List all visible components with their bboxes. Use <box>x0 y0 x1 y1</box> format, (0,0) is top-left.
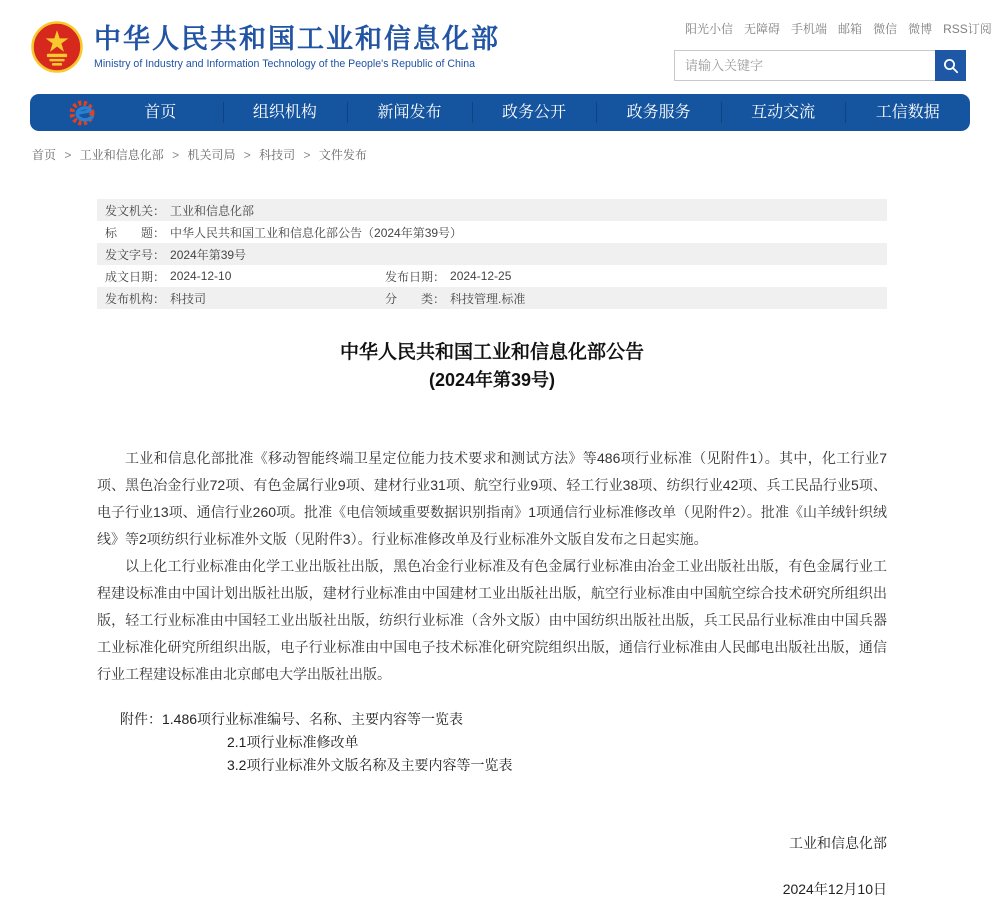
meta-value: 2024-12-25 <box>450 269 512 283</box>
document-title-line1: 中华人民共和国工业和信息化部公告 <box>339 342 644 363</box>
meta-cell <box>105 246 246 263</box>
meta-row-publisher-category <box>97 287 887 309</box>
site-subtitle: Ministry of Industry and Information Technology of the People's Republic of China <box>94 58 476 71</box>
meta-label: 标 题： <box>105 225 166 240</box>
meta-label: 发文字号： <box>105 247 166 262</box>
nav-item-data[interactable]: 工信数据 <box>845 94 970 131</box>
meta-row-title <box>97 221 887 243</box>
document-title <box>97 339 887 393</box>
attachments-list <box>97 708 887 777</box>
miit-gear-logo-icon <box>68 99 98 127</box>
quick-links <box>674 20 992 37</box>
breadcrumb-documents[interactable]: 文件发布 <box>318 148 367 162</box>
document-title-line2: (2024年第39号) <box>428 369 556 390</box>
breadcrumb-science-dept[interactable]: 科技司 <box>259 148 296 162</box>
signature-date: 2024年12月10日 <box>782 880 887 897</box>
link-wechat[interactable]: 微信 <box>873 22 898 36</box>
link-mail[interactable]: 邮箱 <box>838 22 863 36</box>
attachment-1-link[interactable]: 1.486项行业标准编号、名称、主要内容等一览表 <box>162 710 464 727</box>
meta-cell <box>105 202 254 219</box>
meta-cell-category <box>385 290 525 307</box>
meta-cell <box>105 224 462 241</box>
search-button[interactable] <box>935 50 966 81</box>
breadcrumb-separator: > <box>172 148 180 162</box>
meta-row-dates <box>97 265 887 287</box>
meta-row-document-number <box>97 243 887 265</box>
nav-item-gov-services[interactable]: 政务服务 <box>596 94 721 131</box>
link-mobile[interactable]: 手机端 <box>791 22 828 36</box>
main-nav <box>30 94 970 131</box>
meta-value: 科技管理.标准 <box>450 291 526 306</box>
document-body <box>97 445 887 688</box>
nav-item-interaction[interactable]: 互动交流 <box>721 94 846 131</box>
search-icon <box>943 58 959 74</box>
nav-item-news[interactable]: 新闻发布 <box>347 94 472 131</box>
breadcrumb-home[interactable]: 首页 <box>32 148 57 162</box>
document-content <box>97 199 887 899</box>
breadcrumb-separator: > <box>303 148 311 162</box>
link-weibo[interactable]: 微博 <box>908 22 933 36</box>
breadcrumb-separator: > <box>64 148 72 162</box>
meta-label: 分 类： <box>385 291 446 306</box>
meta-label: 发布机构： <box>105 291 166 306</box>
meta-value: 科技司 <box>170 291 207 306</box>
link-accessibility[interactable]: 无障碍 <box>744 22 781 36</box>
site-brand-text <box>94 23 500 71</box>
breadcrumb <box>32 146 1000 163</box>
meta-value: 2024-12-10 <box>170 269 232 283</box>
breadcrumb-departments[interactable]: 机关司局 <box>187 148 236 162</box>
site-header <box>0 0 1000 81</box>
signature-org: 工业和信息化部 <box>789 834 887 851</box>
meta-label: 发布日期： <box>385 269 446 284</box>
nav-item-home[interactable]: 首页 <box>144 104 177 121</box>
meta-cell-publish-date <box>385 268 511 285</box>
attachment-3 <box>227 754 887 777</box>
document-meta-table <box>97 199 887 309</box>
meta-value: 中华人民共和国工业和信息化部公告（2024年第39号） <box>170 225 463 240</box>
meta-value: 工业和信息化部 <box>170 203 255 218</box>
attachment-3-link[interactable]: 3.2项行业标准外文版名称及主要内容等一览表 <box>227 756 513 773</box>
meta-value: 2024年第39号 <box>170 247 247 262</box>
site-logo-link[interactable] <box>30 12 500 81</box>
meta-label: 发文机关： <box>105 203 166 218</box>
paragraph-standards-approval: 工业和信息化部批准《移动智能终端卫星定位能力技术要求和测试方法》等486项行业标准（见附件1）。其中，化工行业7项、黑色冶金行业72项、有色金属行业9项、建材行业31项、航空行业9项、轻工行业38项、纺织行业42项、兵工民品行业5项、电子行业13项、通信行业260项。批准《电信领域重要数据识别指南》1项通信行业标准修改单（见附件2）。批准《山羊绒针织绒线》等2项纺织行业标准外文版（见附件3）。行业标准修改单及行业标准外文版自发布之日起实施。 <box>97 449 887 547</box>
attachments-label: 附件： <box>120 710 162 727</box>
paragraph-publishers: 以上化工行业标准由化学工业出版社出版，黑色冶金行业标准及有色金属行业标准由冶金工业出版社出版，有色金属行业工程建设标准由中国计划出版社出版，建材行业标准由中国建材工业出版社出版，航空行业标准由中国航空综合技术研究所组织出版，轻工行业标准由中国轻工业出版社出版，纺织行业标准（含外文版）由中国纺织出版社出版，兵工民品行业标准由中国兵器工业标准化研究所组织出版，电子行业标准由中国电子技术标准化研究院组织出版，通信行业标准由人民邮电出版社出版，通信行业工程建设标准由北京邮电大学出版社出版。 <box>97 557 887 682</box>
breadcrumb-separator: > <box>243 148 251 162</box>
meta-cell-publisher <box>105 290 385 307</box>
nav-item-organization[interactable]: 组织机构 <box>223 94 348 131</box>
attachment-2-link[interactable]: 2.1项行业标准修改单 <box>227 733 359 750</box>
meta-cell-written-date <box>105 268 385 285</box>
nav-item-gov-disclosure[interactable]: 政务公开 <box>472 94 597 131</box>
meta-label: 成文日期： <box>105 269 166 284</box>
national-emblem-icon <box>30 20 84 74</box>
signature-block <box>97 833 887 899</box>
search-bar <box>674 50 966 81</box>
nav-items <box>98 94 970 131</box>
attachment-1 <box>120 708 887 731</box>
header-utilities <box>674 12 992 81</box>
search-input[interactable] <box>675 51 935 80</box>
link-yangguangxiaoxin[interactable]: 阳光小信 <box>685 22 734 36</box>
attachment-2 <box>227 731 887 754</box>
link-rss[interactable]: RSS订阅 <box>943 22 992 36</box>
breadcrumb-miit[interactable]: 工业和信息化部 <box>79 148 164 162</box>
site-title: 中华人民共和国工业和信息化部 <box>94 23 500 54</box>
meta-row-issuing-authority <box>97 199 887 221</box>
